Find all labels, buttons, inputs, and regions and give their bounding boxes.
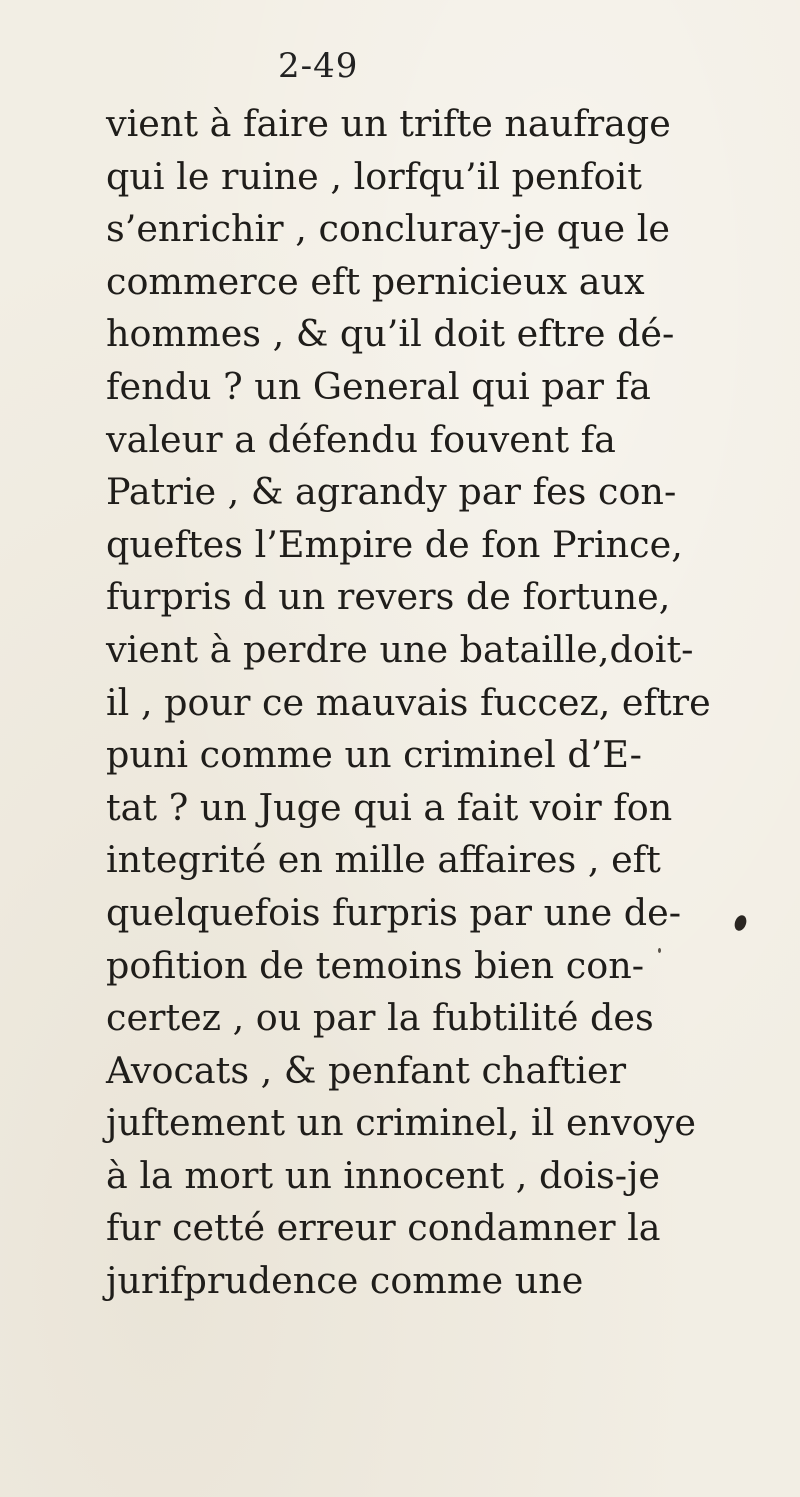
body-text [106,98,711,1308]
text-line-18: certez , ou par la fubtilité des [106,996,654,1040]
text-line-8: Patrie , & agrandy par fes con- [106,470,677,514]
text-line-20: juftement un criminel, il envoye [106,1101,696,1145]
text-line-22: fur cetté erreur condamner la [106,1206,661,1250]
text-line-1: vient à faire un trifte naufrage [106,102,671,145]
text-line-5: hommes , & qu’il doit eftre dé- [106,312,675,356]
text-line-10: furpris d un revers de fortune, [106,575,671,619]
text-line-12: il , pour ce mauvais fuccez, eftre [106,680,711,724]
ink-dot [658,948,661,953]
text-line-6: fendu ? un General qui par fa [106,364,651,408]
text-line-13: puni comme un criminel d’E- [106,733,642,777]
text-line-2: qui le ruine , lorfqu’il penfoit [106,154,642,198]
text-line-15: integrité en mille affaires , eft [106,838,661,882]
text-line-19: Avocats , & penfant chaftier [106,1048,627,1092]
text-line-11: vient à perdre une bataille,doit- [106,627,694,671]
text-line-4: commerce eft pernicieux aux [106,259,645,303]
text-line-9: queftes l’Empire de fon Prince, [106,522,683,566]
text-line-3: s’enrichir , concluray-je que le [106,207,671,251]
page-number: 2-49 [278,46,359,86]
text-line-7: valeur a défendu fouvent fa [106,417,616,461]
text-line-16: quelquefois furpris par une de- [106,890,682,934]
text-line-21: à la mort un innocent , dois-je [106,1153,661,1197]
text-line-17: pofition de temoins bien con- [106,943,645,987]
text-line-23: jurifprudence comme une [106,1259,584,1303]
ink-speck [733,914,749,933]
text-line-14: tat ? un Juge qui a fait voir fon [106,785,673,829]
